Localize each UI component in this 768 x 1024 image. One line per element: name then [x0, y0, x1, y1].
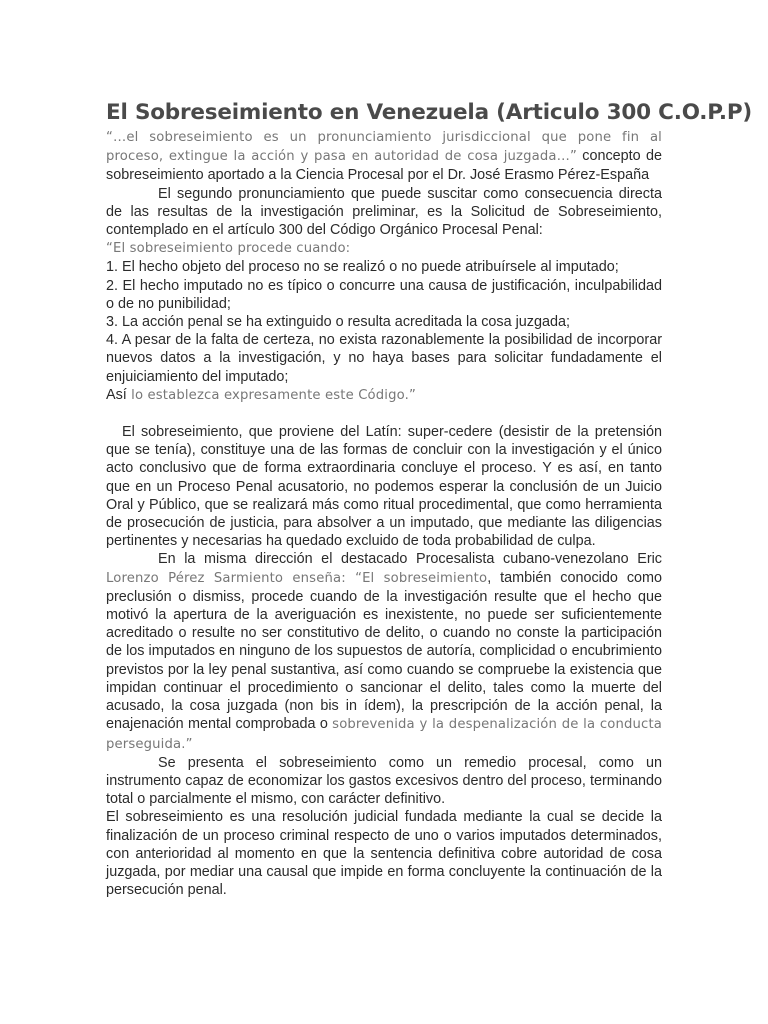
paragraph-spacer — [106, 405, 662, 423]
definition-quote: “…el sobreseimiento es un pronunciamiento jurisdiccional que pone fin al proceso, extingue la acción y pasa en autoridad de cosa juzgada…” — [106, 130, 662, 165]
remedy-paragraph: Se presenta el sobreseimiento como un remedio procesal, como un instrumento capaz de economizar los gastos excesivos dentro del proceso, terminando total o parcialmente el mismo, con carácter definitivo. — [106, 754, 662, 808]
definition-resolution-paragraph: El sobreseimiento es una resolución judicial fundada mediante la cual se decide la finalización de un proceso criminal respecto de uno o varios imputados determinados, con anterioridad al momento en que la sentencia definitiva cobre autoridad de cosa juzgada, por mediar una causal que impide en forma concluyente la continuación de la persecución penal. — [106, 809, 662, 899]
article-item-3: 3. La acción penal se ha extinguido o resulta acreditada la cosa juzgada; — [106, 314, 571, 331]
definition-attribution: concepto de sobreseimiento aportado a la Ciencia Procesal por el Dr. José Erasmo Pérez-España — [106, 148, 662, 184]
perez-sarmiento-paragraph: En la misma dirección el destacado Procesalista cubano-venezolano Eric Lorenzo Pérez Sarmiento enseña: “El sobreseimiento, también conocido como preclusión o dismiss, procede cuando de la investigación resulte que el hecho que motivó la apertura de la averiguación es inexistente, no puede ser suficientemente acreditado o resulte no ser constitutivo de delito, o cuando no conste la participación de los imputados en ninguno de los supuestos de autoría, complicidad o encubrimiento previstos por la ley penal sustantiva, así como cuando se compruebe la existencia que impidan continuar el procedimiento o sancionar el delito, tales como la muerte del acusado, la cosa juzgada (non bis in ídem), la prescripción de la acción penal, la enajenación mental comprobada o sobrevenida y la despenalización de la conducta perseguida.” — [106, 551, 663, 752]
document-body — [106, 98, 753, 899]
second-pronouncement-paragraph: El segundo pronunciamiento que puede suscitar como consecuencia directa de las resultas de la investigación preliminar, es la Solicitud de Sobreseimiento, contemplado en el artículo 300 del Código Orgánico Procesal Penal: — [106, 185, 662, 239]
document-title: El Sobreseimiento en Venezuela (Articulo 300 C.O.P.P) — [106, 100, 753, 125]
etymology-paragraph: El sobreseimiento, que proviene del Latín: super-cedere (desistir de la pretensión que se tenía), constituye una de las formas de concluir con la investigación y el único acto conclusivo que de forma extraordinaria concluye el proceso. Y es así, en tanto que en un Proceso Penal acusatorio, no podemos esperar la conclusión de un Juicio Oral y Público, que se realizará más como ritual procedimental, que como herramienta de prosecución de justicia, para absolver a un imputado, que mediante las diligencias pertinentes y necesarias ha quedado excluido de toda probabilidad de culpa. — [106, 424, 662, 550]
article-item-2: 2. El hecho imputado no es típico o concurre una causa de justificación, inculpabilidad o de no punibilidad; — [106, 277, 662, 312]
article-item-4: 4. A pesar de la falta de certeza, no exista razonablemente la posibilidad de incorporar nuevos datos a la investigación, y no haya bases para solicitar fundadamente el enjuiciamiento del imputado; — [106, 332, 662, 385]
article-list-intro: “El sobreseimiento procede cuando: — [106, 241, 351, 257]
article-closing: Así lo establezca expresamente este Código.” — [106, 386, 416, 403]
definition-paragraph — [106, 128, 662, 185]
article-item-1: 1. El hecho objeto del proceso no se realizó o no puede atribuírsele al imputado; — [106, 259, 619, 276]
